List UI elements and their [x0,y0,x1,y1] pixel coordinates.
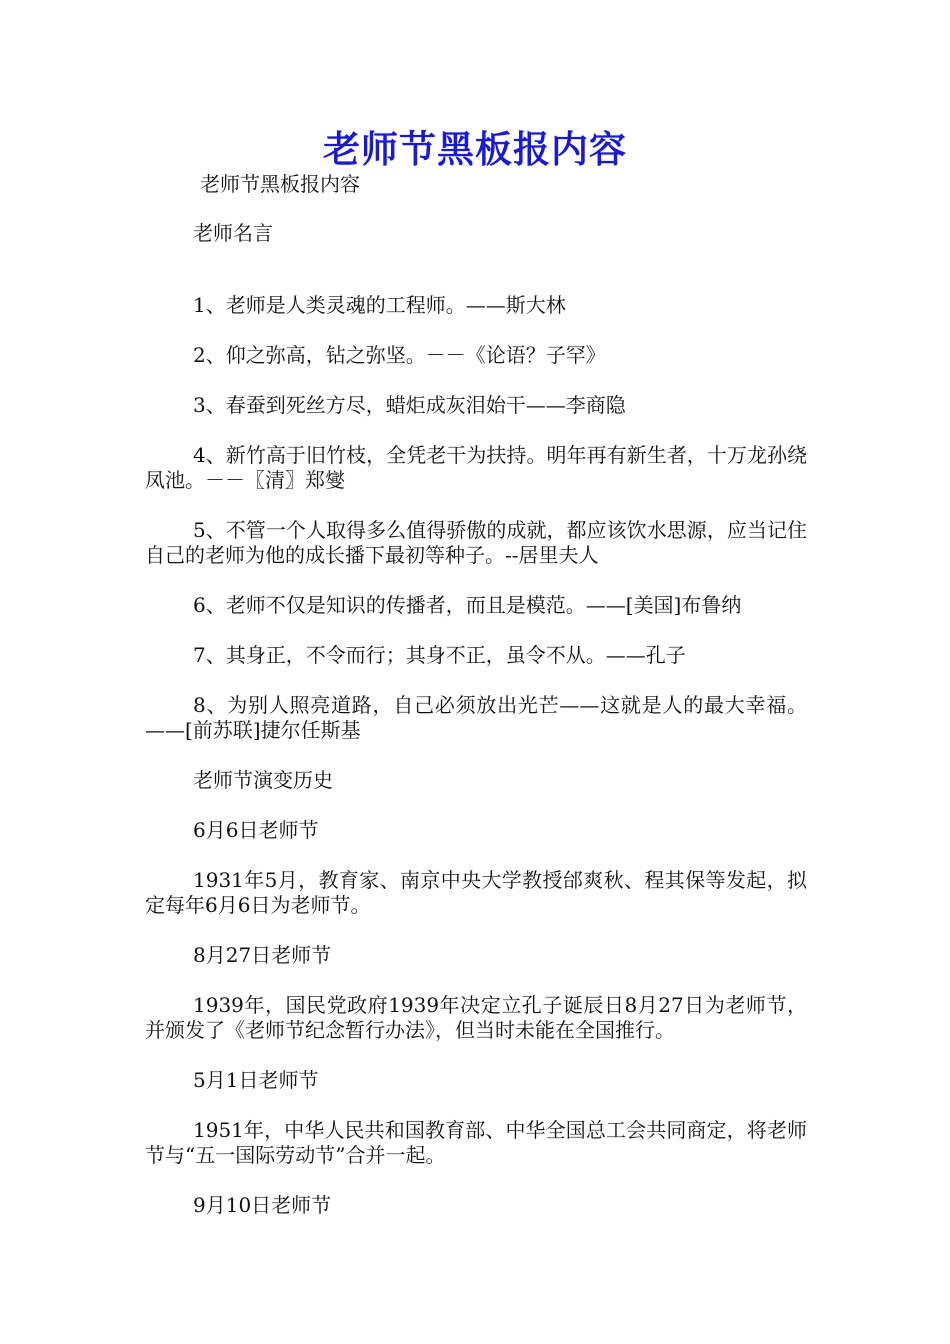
history-paragraph: 1951年，中华人民共和国教育部、中华全国总工会共同商定，将老师节与“五一国际劳动节”合并一起。 [145,1118,807,1167]
quote-paragraph: 6、老师不仅是知识的传播者，而且是模范。——[美国]布鲁纳 [193,593,742,617]
quote-paragraph: 4、新竹高于旧竹枝，全凭老干为扶持。明年再有新生者，十万龙孙绕凤池。－－〖清〗郑燮 [145,443,807,492]
quote-paragraph: 3、春蚕到死丝方尽，蜡炬成灰泪始干——李商隐 [193,393,626,417]
quote-paragraph: 2、仰之弥高，钻之弥坚。－－《论语？子罕》 [193,343,606,367]
section-heading-history: 老师节演变历史 [193,768,333,792]
quote-paragraph: 8、为别人照亮道路，自己必须放出光芒——这就是人的最大幸福。——[前苏联]捷尔任斯基 [145,693,807,742]
document-title: 老师节黑板报内容 [323,128,627,171]
history-date-heading: 8月27日老师节 [193,943,332,967]
history-date-heading: 9月10日老师节 [193,1193,332,1217]
history-date-heading: 6月6日老师节 [193,818,319,842]
document-body [145,172,807,1243]
subtitle-paragraph: 老师节黑板报内容 [200,172,360,196]
history-paragraph: 1939年，国民党政府1939年决定立孔子诞辰日8月27日为老师节，并颁发了《老师节纪念暂行办法》，但当时未能在全国推行。 [145,993,807,1042]
section-heading-quotes: 老师名言 [193,221,273,245]
history-paragraph: 1931年5月，教育家、南京中央大学教授邰爽秋、程其保等发起，拟定每年6月6日为老师节。 [145,868,807,917]
quote-paragraph: 7、其身正，不令而行；其身不正，虽令不从。——孔子 [193,643,686,667]
quote-paragraph: 5、不管一个人取得多么值得骄傲的成就，都应该饮水思源，应当记住自己的老师为他的成长播下最初等种子。--居里夫人 [145,518,807,567]
quote-paragraph: 1、老师是人类灵魂的工程师。——斯大林 [193,293,566,317]
history-date-heading: 5月1日老师节 [193,1068,319,1092]
